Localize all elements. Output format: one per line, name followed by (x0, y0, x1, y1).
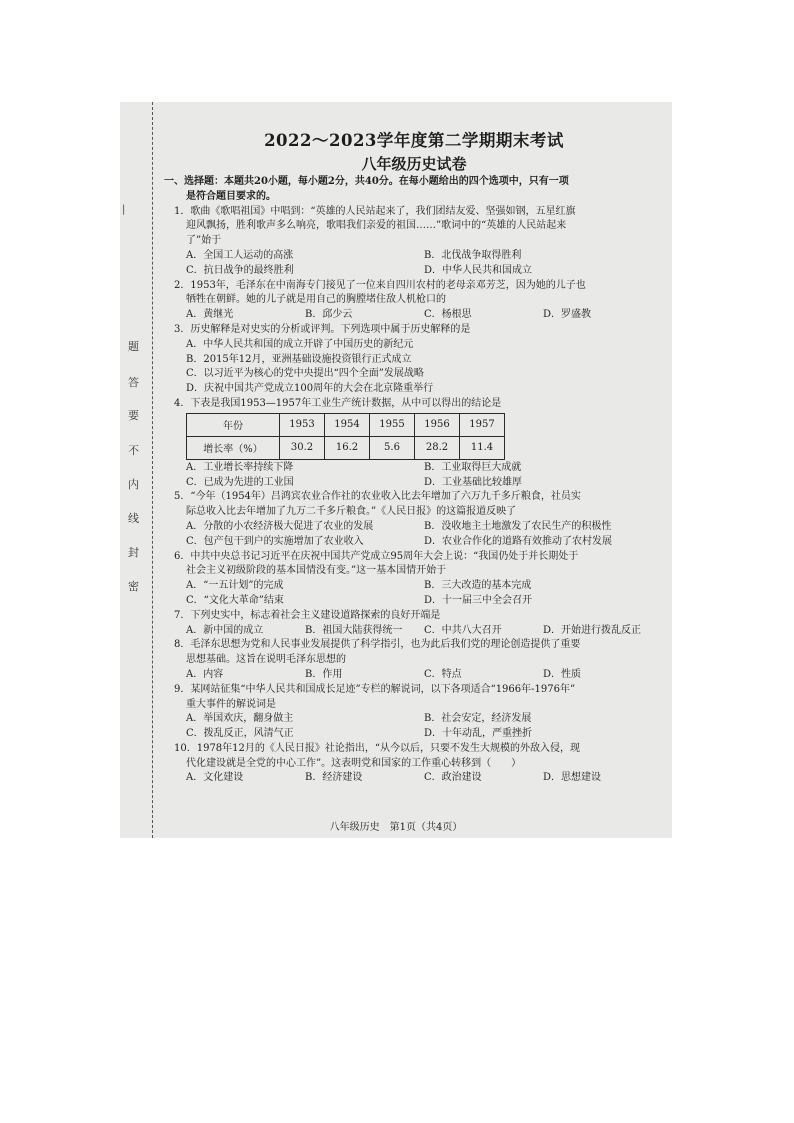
option-a[interactable]: A．新中国的成立 (186, 624, 264, 636)
table-cell: 1955 (370, 413, 415, 436)
question-9: 9．某网站征集“中华人民共和国成长足迹”专栏的解说词，以下各项适合“1966年-1976年” (174, 683, 576, 695)
seal-char: 题 (128, 340, 139, 353)
question-4-options-ab (164, 461, 664, 476)
option-d[interactable]: D．十一届三中全会召开 (424, 594, 533, 606)
question-6-options-cd (164, 594, 664, 609)
question-8: 8．毛泽东思想为党和人民事业发展提供了科学指引，也为此后我们党的理论创造提供了重要 (174, 639, 581, 651)
option-b[interactable]: B．没收地主土地激发了农民生产的积极性 (424, 520, 612, 532)
question-3-option-d (164, 382, 664, 397)
seal-char: 线 (128, 512, 139, 525)
table-cell: 1953 (280, 413, 325, 436)
question-9-cont: 重大事件的解说词是 (186, 698, 276, 710)
exam-title: 2022～2023学年度第二学期期末考试 (264, 131, 564, 150)
option-a[interactable]: A．“一五计划”的完成 (186, 580, 284, 592)
option-b[interactable]: B．祖国大陆获得统一 (305, 624, 403, 636)
seal-char: 内 (128, 478, 139, 491)
table-row (187, 436, 505, 459)
question-5-options-ab (164, 520, 664, 535)
option-a[interactable]: A．黄继光 (186, 309, 234, 321)
option-a[interactable]: A．举国欢庆，翻身做主 (186, 713, 294, 725)
question-10-cont: 代化建设就是全党的中心工作”。这表明党和国家的工作重心转移到（ ） (186, 757, 522, 769)
question-3-option-c (164, 367, 664, 382)
exam-sheet (164, 130, 664, 786)
question-2-options (164, 308, 664, 323)
option-b[interactable]: B．社会安定，经济发展 (424, 713, 532, 725)
option-a[interactable]: A．文化建设 (186, 772, 244, 784)
table-cell: 30.2 (280, 436, 325, 459)
page-footer: 八年级历史 第1页（共4页） (329, 822, 463, 833)
question-6: 6．中共中央总书记习近平在庆祝中国共产党成立95周年大会上说：“我国仍处于并长期处于 (174, 550, 579, 562)
question-4-options-cd (164, 476, 664, 491)
option-a[interactable]: A．内容 (186, 668, 224, 680)
option-d[interactable]: D．十年动乱，严重挫折 (424, 728, 533, 740)
question-1-cont: 了”始于 (186, 235, 222, 247)
question-8-cont: 思想基础。这旨在说明毛泽东思想的 (186, 654, 346, 666)
question-9-options-cd (164, 727, 664, 742)
seal-char: 封 (128, 546, 139, 559)
option-c[interactable]: C．包产包干到户的实施增加了农业收入 (186, 535, 364, 547)
question-3: 3．历史解释是对史实的分析或评判。下列选项中属于历史解释的是 (174, 323, 471, 335)
exam-subtitle: 八年级历史试卷 (361, 155, 467, 173)
table-cell: 5.6 (370, 436, 415, 459)
option-c[interactable]: C．“文化大革命”结束 (186, 594, 284, 606)
seal-char: 要 (128, 409, 139, 422)
table-cell: 28.2 (415, 436, 460, 459)
table-cell: 1957 (460, 413, 505, 436)
question-2-cont: 牺牲在朝鲜。她的儿子就是用自己的胸膛堵住敌人机枪口的 (186, 294, 446, 306)
option-c[interactable]: C．拨乱反正，风清气正 (186, 728, 294, 740)
question-5-options-cd (164, 535, 664, 550)
seal-margin (120, 102, 156, 838)
seal-dashed-line (152, 102, 153, 838)
industry-growth-table (186, 413, 505, 460)
question-1-options-ab (164, 249, 664, 264)
question-10: 10．1978年12月的《人民日报》社论指出，“从今以后，只要不发生大规模的外敌入侵，现 (174, 742, 581, 754)
table-cell: 11.4 (460, 436, 505, 459)
option-d[interactable]: D．性质 (543, 668, 582, 680)
option-b[interactable]: B．2015年12月，亚洲基础设施投资银行正式成立 (186, 353, 412, 365)
table-cell: 1954 (325, 413, 370, 436)
question-7: 7．下列史实中，标志着社会主义建设道路探索的良好开端是 (174, 609, 441, 621)
option-c[interactable]: C．杨根思 (424, 309, 472, 321)
table-row (187, 413, 505, 436)
table-cell: 1956 (415, 413, 460, 436)
option-a[interactable]: A．工业增长率持续下降 (186, 461, 294, 473)
option-c[interactable]: C．已成为先进的工业国 (186, 476, 294, 488)
question-5: 5．“今年（1954年）吕鸿宾农业合作社的农业收入比去年增加了六万九千多斤粮食，社员实 (174, 491, 581, 503)
option-b[interactable]: B．作用 (305, 668, 343, 680)
section-heading-cont: 是符合题目要求的。 (186, 190, 276, 202)
option-a[interactable]: A．全国工人运动的高涨 (186, 249, 294, 261)
option-c[interactable]: C．特点 (424, 668, 462, 680)
question-8-options (164, 668, 664, 683)
seal-char: 密 (128, 580, 139, 593)
option-a[interactable]: A．中华人民共和国的成立开辟了中国历史的新纪元 (186, 338, 414, 350)
option-d[interactable]: D．农业合作化的道路有效推动了农村发展 (424, 535, 613, 547)
question-9-options-ab (164, 712, 664, 727)
option-a[interactable]: A．分散的小农经济极大促进了农业的发展 (186, 520, 374, 532)
table-cell-header: 增长率（%） (187, 436, 280, 459)
question-1: 1．歌曲《歌唱祖国》中唱到：“英雄的人民站起来了，我们团结友爱、坚强如钢，五星红旗 (174, 205, 576, 217)
option-d[interactable]: D．庆祝中国共产党成立100周年的大会在北京隆重举行 (186, 383, 434, 395)
option-b[interactable]: B．三大改造的基本完成 (424, 580, 532, 592)
option-b[interactable]: B．经济建设 (305, 772, 363, 784)
option-b[interactable]: B．邱少云 (305, 309, 353, 321)
option-b[interactable]: B．北伐战争取得胜利 (424, 249, 522, 261)
section-heading: 一、选择题：本题共20小题，每小题2分，共40分。在每小题给出的四个选项中，只有一项 (164, 176, 569, 187)
table-cell: 16.2 (325, 436, 370, 459)
option-d[interactable]: D．工业基础比较雄厚 (424, 476, 523, 488)
question-6-options-ab (164, 579, 664, 594)
option-c[interactable]: C．政治建设 (424, 772, 482, 784)
question-7-options (164, 624, 664, 639)
question-10-options (164, 771, 664, 786)
option-c[interactable]: C．中共八大召开 (424, 624, 502, 636)
option-c[interactable]: C．以习近平为核心的党中央提出“四个全面”发展战略 (186, 368, 424, 380)
question-1-options-cd (164, 264, 664, 279)
question-4: 4．下表是我国1953—1957年工业生产统计数据，从中可以得出的结论是 (174, 397, 502, 409)
seal-char: 答 (128, 376, 139, 389)
option-d[interactable]: D．开始进行拨乱反正 (543, 624, 642, 636)
question-2: 2．1953年，毛泽东在中南海专门接见了一位来自四川农村的老母亲邓芳芝，因为她的儿子也 (174, 279, 586, 291)
edge-mark: | (122, 204, 126, 215)
exam-photo (120, 102, 672, 838)
question-1-cont: 迎风飘扬，胜利歌声多么响亮，歌唱我们亲爱的祖国……”歌词中的“英雄的人民站起来 (186, 220, 567, 232)
question-5-cont: 际总收入比去年增加了九万二千多斤粮食。”《人民日报》的这篇报道反映了 (186, 506, 517, 518)
option-c[interactable]: C．抗日战争的最终胜利 (186, 264, 294, 276)
question-3-option-b (164, 353, 664, 368)
table-cell-header: 年份 (187, 413, 280, 436)
question-3-option-a (164, 338, 664, 353)
option-b[interactable]: B．工业取得巨大成就 (424, 461, 522, 473)
option-d[interactable]: D．中华人民共和国成立 (424, 264, 533, 276)
seal-char: 不 (128, 444, 139, 457)
option-d[interactable]: D．思想建设 (543, 772, 602, 784)
question-6-cont: 社会主义初级阶段的基本国情没有变。”这一基本国情开始于 (186, 565, 447, 577)
option-d[interactable]: D．罗盛教 (543, 309, 592, 321)
